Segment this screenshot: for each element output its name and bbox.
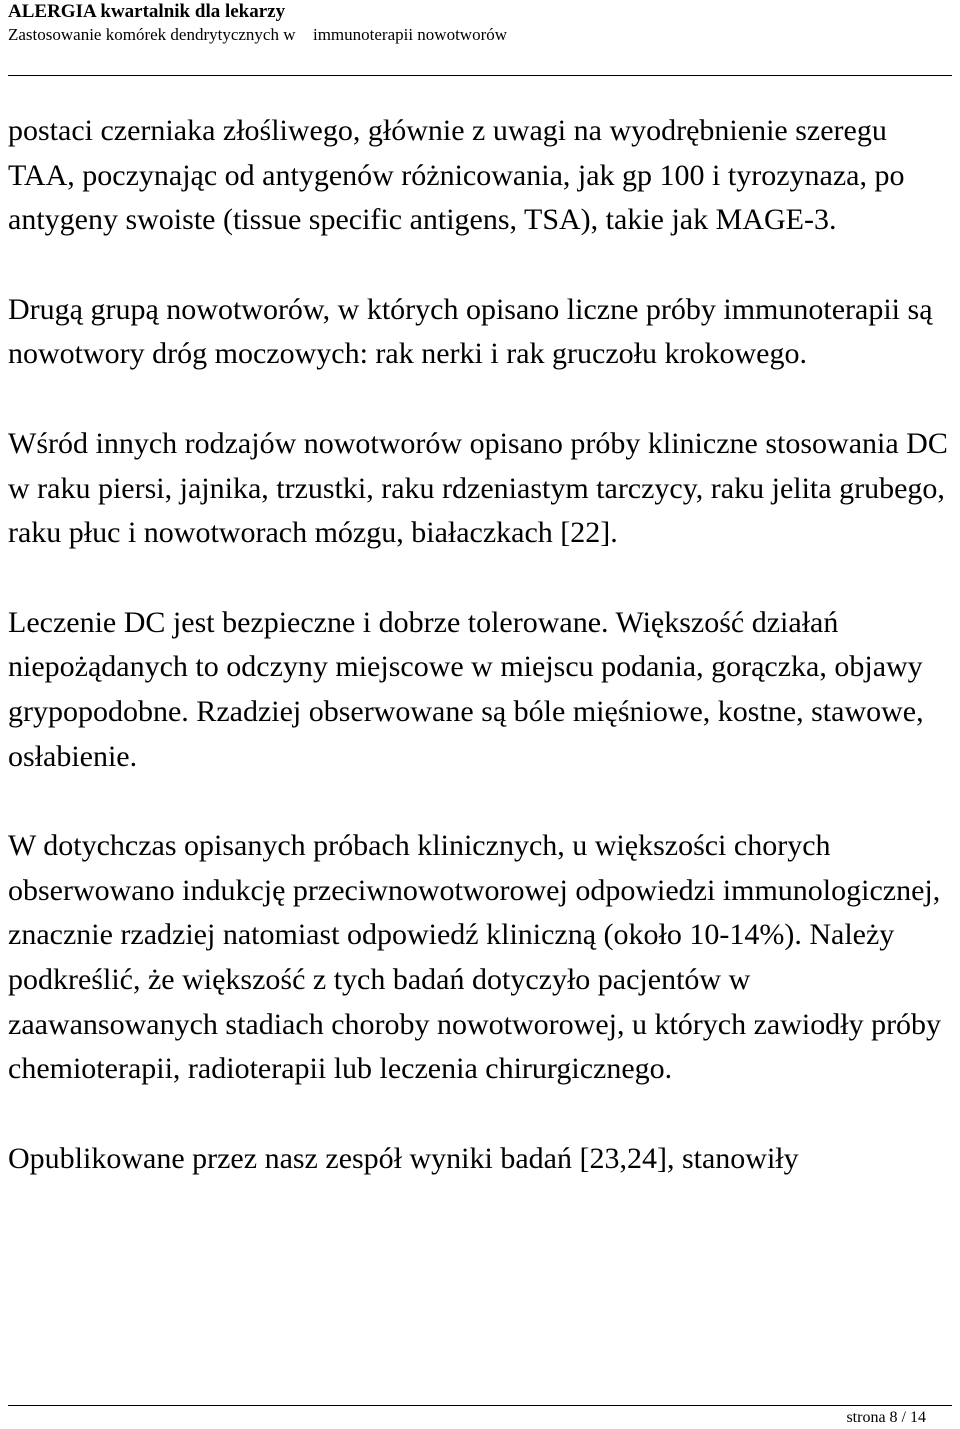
- paragraph: postaci czerniaka złośliwego, głównie z uwagi na wyodrębnienie szeregu TAA, poczynając od antygenów różnicowania, jak gp 100 i tyrozynaza, po antygeny swoiste (tissue specific antigens, TSA), takie jak MAGE-3.: [8, 114, 905, 237]
- paragraph: Wśród innych rodzajów nowotworów opisano próby kliniczne stosowania DC w raku piersi, jajnika, trzustki, raku rdzeniastym tarczycy, raku jelita grubego, raku płuc i nowotworach mózgu, białaczkach [22].: [8, 426, 948, 550]
- paragraph: Drugą grupą nowotworów, w których opisano liczne próby immunoterapii są nowotwory dróg moczowych: rak nerki i rak gruczołu krokowego.: [8, 292, 933, 371]
- paragraph: Opublikowane przez nasz zespół wyniki badań [23,24], stanowiły: [8, 1141, 799, 1175]
- page-number: strona 8 / 14: [846, 1409, 926, 1426]
- article-title: Zastosowanie komórek dendrytycznych w  immunoterapii nowotworów: [8, 25, 508, 44]
- article-body: [8, 109, 952, 1181]
- journal-title: ALERGIA kwartalnik dla lekarzy: [8, 1, 286, 22]
- paragraph: Leczenie DC jest bezpieczne i dobrze tolerowane. Większość działań niepożądanych to odczyny miejscowe w miejscu podania, gorączka, objawy grypopodobne. Rzadziej obserwowane są bóle mięśniowe, kostne, stawowe, osłabienie.: [8, 605, 924, 773]
- header-divider: [8, 75, 952, 76]
- paragraph: W dotychczas opisanych próbach klinicznych, u większości chorych obserwowano indukcję przeciwnowotworowej odpowiedzi immunologicznej, znacznie rzadziej natomiast odpowiedź kliniczną (około 10-14%). Należy podkreślić, że większość z tych badań dotyczyło pacjentów w zaawansowanych stadiach choroby nowotworowej, u których zawiodły próby chemioterapii, radioterapii lub leczenia chirurgicznego.: [8, 829, 942, 1086]
- page-header: [8, 0, 952, 46]
- footer-divider: [8, 1405, 952, 1406]
